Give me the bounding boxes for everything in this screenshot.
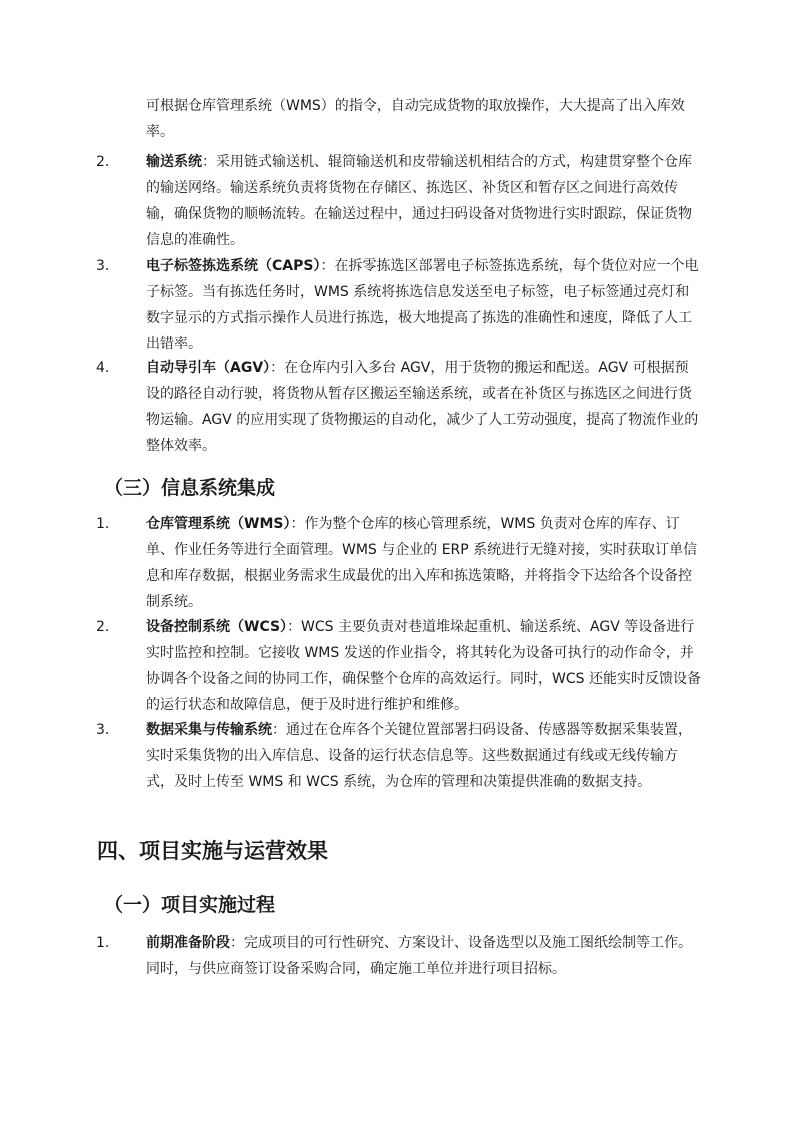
list-number: 2. <box>96 619 110 635</box>
list-number: 2. <box>96 154 110 170</box>
list-item-term: 自动导引车（AGV） <box>146 360 271 376</box>
list-item <box>146 149 702 253</box>
list-item-text: ：在仓库内引入多台 AGV，用于货物的搬运和配送。AGV 可根据预设的路径自动行驶，将货物从暂存区搬运至输送系统，或者在补货区与拣选区之间进行货物运输。AGV 的应用实现了货物搬运的自动化，减少了人工劳动强度，提高了物流作业的整体效率。 <box>146 360 699 454</box>
continuation-text: 可根据仓库管理系统（WMS）的指令，自动完成货物的取放操作，大大提高了出入库效率。 <box>146 98 685 140</box>
list-item-term: 电子标签拣选系统（CAPS） <box>146 258 321 274</box>
list-item-text: ：采用链式输送机、辊筒输送机和皮带输送机相结合的方式，构建贯穿整个仓库的输送网络。输送系统负责将货物在存储区、拣选区、补货区和暂存区之间进行高效传输，确保货物的顺畅流转。在输送过程中，通过扫码设备对货物进行实时跟踪，保证货物信息的准确性。 <box>146 154 692 248</box>
list-item <box>146 614 702 718</box>
list-number: 3. <box>96 258 110 274</box>
list-item <box>146 355 702 459</box>
continuation-paragraph <box>146 93 702 145</box>
list-item-text: ：完成项目的可行性研究、方案设计、设备选型以及施工图纸绘制等工作。同时，与供应商签订设备采购合同，确定施工单位并进行项目招标。 <box>146 935 692 977</box>
section-heading-implementation: 四、项目实施与运营效果 <box>97 839 328 863</box>
list-item-term: 设备控制系统（WCS） <box>146 619 288 635</box>
list-item-text: ：通过在仓库各个关键位置部署扫码设备、传感器等数据采集装置，实时采集货物的出入库信息、设备的运行状态信息等。这些数据通过有线或无线传输方式，及时上传至 WMS 和 WCS 系统，为仓库的管理和决策提供准确的数据支持。 <box>146 722 692 790</box>
list-item <box>146 930 702 982</box>
list-item-text: ：WCS 主要负责对巷道堆垛起重机、输送系统、AGV 等设备进行实时监控和控制。它接收 WMS 发送的作业指令，将其转化为设备可执行的动作命令，并协调各个设备之间的协同工作，确保整个仓库的高效运行。同时，WCS 还能实时反馈设备的运行状态和故障信息，便于及时进行维护和维修。 <box>146 619 701 713</box>
list-number: 4. <box>96 360 110 376</box>
list-number: 1. <box>96 935 110 951</box>
list-number: 3. <box>96 722 110 738</box>
list-item <box>146 717 702 795</box>
list-item-term: 数据采集与传输系统 <box>146 722 272 738</box>
list-item-term: 仓库管理系统（WMS） <box>146 516 291 532</box>
list-number: 1. <box>96 516 110 532</box>
list-item-term: 输送系统 <box>146 154 202 170</box>
list-item-text: ：在拆零拣选区部署电子标签拣选系统，每个货位对应一个电子标签。当有拣选任务时，WMS 系统将拣选信息发送至电子标签，电子标签通过亮灯和数字显示的方式指示操作人员进行拣选，极大地提高了拣选的准确性和速度，降低了人工出错率。 <box>146 258 699 352</box>
subsection-heading-process: （一）项目实施过程 <box>104 894 276 916</box>
list-item <box>146 253 702 357</box>
list-item-text: ：作为整个仓库的核心管理系统，WMS 负责对仓库的库存、订单、作业任务等进行全面管理。WMS 与企业的 ERP 系统进行无缝对接，实时获取订单信息和库存数据，根据业务需求生成最优的出入库和拣选策略，并将指令下达给各个设备控制系统。 <box>146 516 698 610</box>
list-item <box>146 511 702 615</box>
list-item-term: 前期准备阶段 <box>146 935 230 951</box>
section-heading-info-systems: （三）信息系统集成 <box>104 477 276 499</box>
